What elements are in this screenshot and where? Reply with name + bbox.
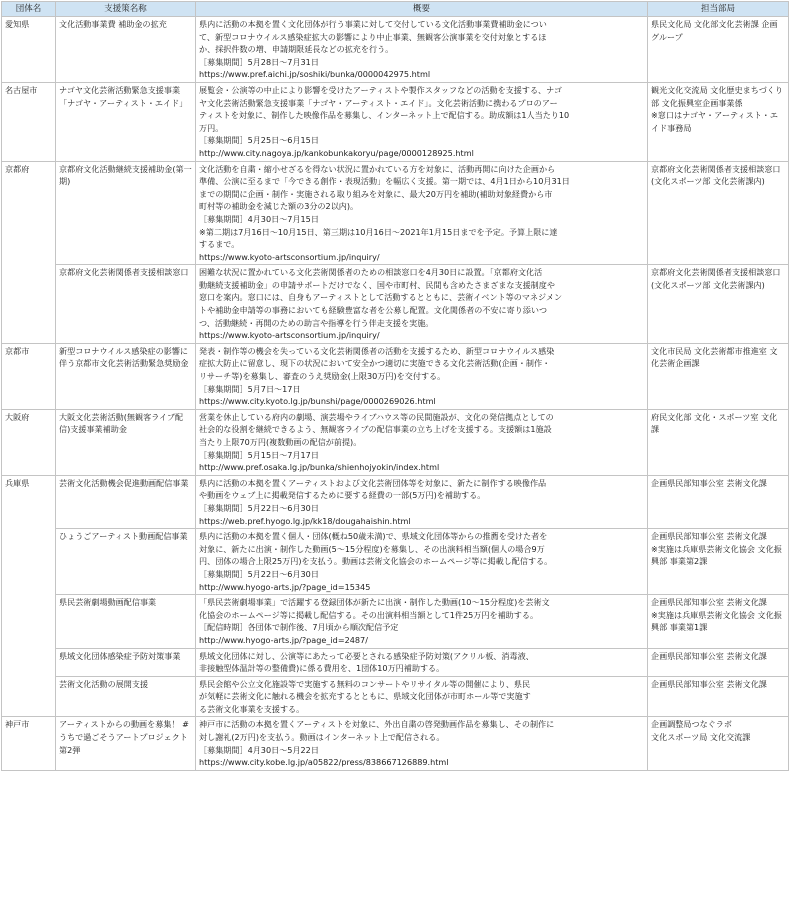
department-line: ※実施は兵庫県芸術文化協会 文化振興部 事業第2課 [651,543,782,567]
reference-url-link[interactable]: https://www.city.kobe.lg.jp/a05822/press/838667126889.html [199,757,449,768]
description-line: ［募集期間］5月7日～17日 [199,383,301,394]
measure-name-cell: アーティストからの動画を募集！ #うちで過ごそうアートプロジェクト第2弾 [56,717,196,770]
department-line: 企画県民部知事公室 芸術文化課 [651,597,767,608]
description-line: 非接触型体温計等の整備費)に係る費用を、1団体10万円補助する。 [199,663,445,674]
department-cell [648,343,789,409]
measure-name-cell: 芸術文化活動の展開支援 [56,676,196,717]
department-cell [648,648,789,676]
description-cell [196,409,648,475]
department-cell [648,161,789,265]
measure-name-cell: 新型コロナウイルス感染症の影響に伴う京都市文化芸術活動緊急奨励金 [56,343,196,409]
description-cell [196,717,648,770]
table-row [2,17,789,83]
table-row [2,343,789,409]
description-line: る芸術文化事業を支援する。 [199,703,305,714]
department-cell [648,717,789,770]
department-cell [648,475,789,528]
description-line: ［募集期間］4月30日～5月22日 [199,744,319,755]
description-line: 万円。 [199,122,224,133]
measure-name-cell: ひょうごアーティスト動画配信事業 [56,529,196,595]
header-org: 団体名 [2,2,56,17]
description-line: 準備、公演に至るまで「今できる創作・表現活動」を幅広く支援。第一期では、4月1日から10月31日 [199,176,570,187]
description-line: ［募集期間］4月30日～7月15日 [199,213,319,224]
department-line: 府民文化部 文化・スポーツ室 文化課 [651,411,778,435]
department-line: 企画県民部知事公室 芸術文化課 [651,531,767,542]
org-name-cell: 京都府 [2,161,56,343]
description-cell [196,648,648,676]
org-name-cell: 京都市 [2,343,56,409]
measure-name-cell: ナゴヤ文化芸術活動緊急支援事業「ナゴヤ・アーティスト・エイド」 [56,82,196,161]
description-line: ［募集期間］5月15日～7月17日 [199,449,319,460]
description-line: 対象に、新たに出演・制作した動画(5～15分程度)を募集し、その出演料相当額(個人の場合9万 [199,543,545,554]
reference-url-link[interactable]: http://www.pref.osaka.lg.jp/bunka/shienhojyokin/index.html [199,462,440,473]
department-line: 企画県民部知事公室 芸術文化課 [651,678,767,689]
description-line: つ、活動継続・再開のための助言や指導を行う伴走支援を実施。 [199,317,434,328]
org-name-cell: 兵庫県 [2,475,56,717]
description-line: や動画をウェブ上に掲載発信するために要する経費の一部(5万円)を補助する。 [199,490,486,501]
org-name-cell: 愛知県 [2,17,56,83]
description-line: が気軽に芸術文化に触れる機会を拡充するとともに、県域文化団体が市町ホール等で実施す [199,691,531,702]
reference-url-link[interactable]: http://www.hyogo-arts.jp/?page_id=2487/ [199,634,368,645]
table-header-row [2,2,789,17]
description-line: て、新型コロナウイルス感染症拡大の影響により中止事業、無観客公演事業を交付対象とするほ [199,31,547,42]
description-line: 対し謝礼(2万円)を支払う。動画はインターネット上で配信される。 [199,732,445,743]
department-cell [648,17,789,83]
department-line: 観光文化交流局 文化歴史まちづくり部 文化振興室企画事業係 [651,84,783,108]
description-line: 県域文化団体に対し、公演等にあたって必要とされる感染症予防対策(アクリル板、消毒液、 [199,650,534,661]
description-line: 症拡大防止に留意し、現下の状況において安全かつ適切に実施できる文化芸術活動(企画・制作・ [199,358,551,369]
department-line: 文化市民局 文化芸術都市推進室 文化芸術企画課 [651,345,778,369]
table-row [2,265,789,344]
description-line: 窓口を案内。窓口には、自身もアーティストとして活動するとともに、芸術イベント等のマネジメン [199,292,563,303]
measure-name-cell: 県民芸術劇場動画配信事業 [56,595,196,648]
description-line: ［募集期間］5月28日～7月31日 [199,56,319,67]
reference-url-link[interactable]: https://www.kyoto-artsconsortium.jp/inquiry/ [199,330,380,341]
description-line: 当たり上限70万円(複数動画の配信が前提)。 [199,437,362,447]
description-line: ヤ文化芸術活動緊急支援事業「ナゴヤ・アーティスト・エイド」。文化芸術活動に携わるプロのアー [199,97,558,108]
reference-url-link[interactable]: http://www.hyogo-arts.jp/?page_id=15345 [199,581,371,592]
department-line: 県民文化局 文化部文化芸術課 企画グループ [651,19,778,42]
description-line: リサーチ等)を募集し、審査のうえ奨励金(上限30万円)を交付する。 [199,371,446,382]
description-line: ［募集期間］5月22日～6月30日 [199,502,319,513]
description-line: 円、団体の場合上限25万円)を支払う。動画は芸術文化協会のホームページ等に掲載し配信する。 [199,556,553,567]
measure-name-cell: 文化活動事業費 補助金の拡充 [56,17,196,83]
description-line: ［募集期間］5月25日～6月15日 [199,135,319,146]
table-row [2,409,789,475]
department-line: ※実施は兵庫県芸術文化協会 文化振興部 事業第1課 [651,609,782,633]
department-cell [648,676,789,717]
table-row [2,595,789,648]
measure-name-cell: 大阪文化芸術活動(無観客ライブ配信)支援事業補助金 [56,409,196,475]
description-cell [196,82,648,161]
description-line: トや補助金申請等の事務においても経験豊富な者を公募し配置。文化関係者の不安に寄り添いつ [199,305,548,316]
table-row [2,82,789,161]
header-dept: 担当部局 [648,2,789,17]
description-line: ［配信時期］各団体で制作後、7月頃から順次配信予定 [199,622,399,633]
description-line: 県民会館や公立文化施設等で実施する無料のコンサートやリサイタル等の開催により、県民 [199,678,531,689]
reference-url-link[interactable]: https://www.city.kyoto.lg.jp/bunshi/page/0000269026.html [199,396,436,407]
reference-url-link[interactable]: https://www.pref.aichi.jp/soshiki/bunka/0000042975.html [199,69,431,80]
department-cell [648,265,789,344]
description-line: 社会的な役割を継続できるよう、無観客ライブの配信事業の立ち上げを支援する。支援額は1施設 [199,424,552,435]
department-line: ※窓口はナゴヤ・アーティスト・エイド事務局 [651,110,778,133]
description-line: 営業を休止している府内の劇場、演芸場やライブハウス等の民間施設が、文化の発信拠点としての [199,411,554,422]
description-cell [196,529,648,595]
description-line: 動継続支援補助金」の申請サポートだけでなく、国や市町村、民間も含めたさまざまな支援制度や [199,279,555,290]
org-name-cell: 名古屋市 [2,82,56,161]
description-line: 「県民芸術劇場事業」で活躍する登録団体が新たに出演・制作した動画(10～15分程度)を芸術文 [199,597,550,608]
department-line: 企画県民部知事公室 芸術文化課 [651,650,767,661]
description-line: か、採択件数の増、申請期限延長などの拡充を行う。 [199,44,394,55]
description-cell [196,475,648,528]
table-row [2,717,789,770]
description-line: するまで。 [199,239,240,250]
table-row [2,475,789,528]
description-cell [196,265,648,344]
description-line: 展覧会・公演等の中止により影響を受けたアーティストや製作スタッフなどの活動を支援する、ナゴ [199,84,563,95]
department-cell [648,529,789,595]
table-row [2,648,789,676]
description-line: 神戸市に活動の本拠を置くアーティストを対象に、外出自粛の啓発動画作品を募集し、その制作に [199,719,555,730]
department-cell [648,409,789,475]
description-line: ［募集期間］5月22日～6月30日 [199,568,319,579]
table-row [2,676,789,717]
org-name-cell: 神戸市 [2,717,56,770]
description-line: 文化活動を自粛・縮小せざるを得ない状況に置かれている方を対象に、活動再開に向けた企画から [199,163,556,174]
description-cell [196,676,648,717]
department-line: 企画調整局つなぐラボ [651,719,732,730]
description-line: ティストを対象に、制作した映像作品を募集し、インターネット上で配信する。助成額は1人当たり10 [199,110,570,121]
table-row [2,529,789,595]
description-cell [196,595,648,648]
description-line: 町村等の補助金を減じた額の3分の2以内)。 [199,201,359,212]
description-cell [196,161,648,265]
header-name: 支援策名称 [56,2,196,17]
measure-name-cell: 京都府文化芸術関係者支援相談窓口 [56,265,196,344]
description-line: までの期間に企画・制作・実施される取り組みを対象に、最大20万円を補助(補助対象経費から市 [199,188,553,199]
support-measures-table [1,1,789,771]
table-row [2,161,789,265]
department-line: 京都府文化芸術関係者支援相談窓口(文化スポーツ部 文化芸術課内) [651,163,781,187]
department-line: 文化スポーツ局 文化交流課 [651,732,751,743]
description-line: 発表・制作等の機会を失っている文化芸術関係者の活動を支援するため、新型コロナウイルス感染 [199,345,555,356]
department-line: 京都府文化芸術関係者支援相談窓口(文化スポーツ部 文化芸術課内) [651,267,781,290]
department-line: 企画県民部知事公室 芸術文化課 [651,477,767,488]
header-desc: 概要 [196,2,648,17]
reference-url-link[interactable]: https://web.pref.hyogo.lg.jp/kk18/dougahaishin.html [199,515,411,526]
description-line: 困難な状況に置かれている文化芸術関係者のための相談窓口を4月30日に設置。「京都府文化活 [199,267,543,278]
description-line: 化協会のホームページ等に掲載し配信する。その出演料相当額として1件25万円を補助する。 [199,609,539,620]
description-cell [196,17,648,83]
description-line: 県内に活動の本拠を置く文化団体が行う事業に対して交付している文化活動事業費補助金につい [199,19,547,29]
reference-url-link[interactable]: https://www.kyoto-artsconsortium.jp/inquiry/ [199,251,380,262]
measure-name-cell: 京都府文化活動継続支援補助金(第一期) [56,161,196,265]
department-cell [648,595,789,648]
department-cell [648,82,789,161]
measure-name-cell: 県域文化団体感染症予防対策事業 [56,648,196,676]
measure-name-cell: 芸術文化活動機会促進動画配信事業 [56,475,196,528]
description-line: 県内に活動の本拠を置くアーティストおよび文化芸術団体等を対象に、新たに制作する映像作品 [199,477,547,488]
description-line: 県内に活動の本拠を置く個人・団体(概ね50歳未満)で、県域文化団体等からの推薦を受けた者を [199,531,548,542]
org-name-cell: 大阪府 [2,409,56,475]
description-line: ※第二期は7月16日～10月15日、第三期は10月16日～2021年1月15日までを予定。予算上限に達 [199,226,558,237]
description-cell [196,343,648,409]
reference-url-link[interactable]: http://www.city.nagoya.jp/kankobunkakoryu/page/0000128925.html [199,147,474,158]
